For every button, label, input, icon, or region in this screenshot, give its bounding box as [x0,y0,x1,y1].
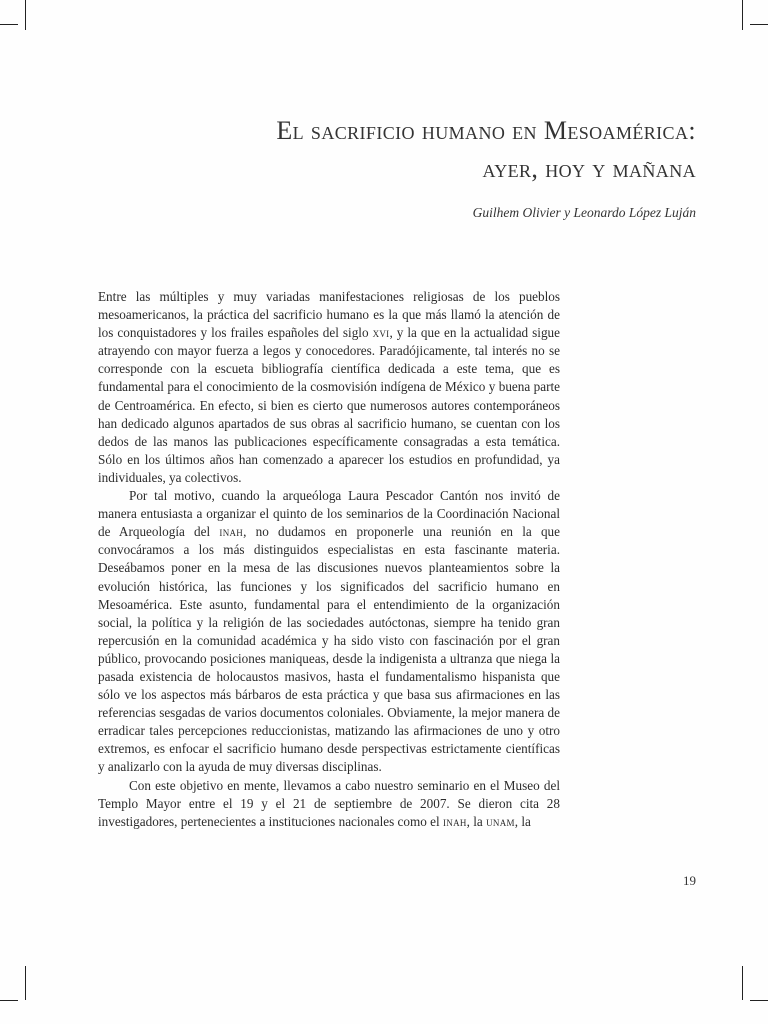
paragraph-1 [98,288,560,487]
paragraph-2 [98,487,560,777]
inah-abbrev: inah [442,813,467,829]
crop-mark-top-right [742,0,743,30]
unam-abbrev: unam [486,813,515,829]
paragraph-2-text-b: , no dudamos en proponerle una reunión en la que convocáramos a los más distinguidos especialistas en esta fascinante materia. Deseábamos poner en la mesa de las discusiones nuevos planteamientos sobre la evolución histórica, las funciones y los significados del sacrificio humano en Mesoamérica. Este asunto, fundamental para el entendimiento de la organización social, la política y la religión de las sociedades autóctonas, siempre ha tenido gran repercusión en la comunidad académica y ha sido visto con fascinación por el gran público, provocando posiciones maniqueas, desde la indigenista a ultranza que niega la pasada existencia de holocaustos masivos, hasta el fundamentalismo hispanista que sólo ve los aspectos más bárbaros de esta práctica y que basa sus afirmaciones en las referencias sesgadas de varios documentos coloniales. Obviamente, la mejor manera de erradicar tales percepciones reduccionistas, matizando las afirmaciones de uno y otro extremos, es enfocar el sacrificio humano desde perspectivas estrictamente científicas y analizarlo con la ayuda de muy diversas disciplinas. [98,524,560,775]
century-abbrev: xvi [372,325,390,341]
paragraph-3-text-a: Con este objetivo en mente, llevamos a cabo nuestro seminario en el Museo del Templo Mayor entre el 19 y el 21 de septiembre de 2007. Se dieron cita 28 investigadores, pertenecientes a instituciones nacionales como el [98,777,560,829]
paragraph-3 [98,777,560,831]
crop-mark-right-top [750,24,768,25]
crop-mark-bottom-right [742,966,743,1000]
inah-abbrev: inah [219,524,244,540]
crop-mark-left-top [0,24,18,25]
authors: Guilhem Olivier y Leonardo López Luján [472,205,696,220]
crop-mark-bottom-left [25,966,26,1000]
body-text [98,288,560,831]
paragraph-1-text-a: Entre las múltiples y muy variadas manifestaciones religiosas de los pueblos mesoamericanos, la práctica del sacrificio humano es la que más llamó la atención de los conquistadores y los frailes españoles del siglo [98,289,560,341]
chapter-title [136,118,696,182]
paragraph-1-text-b: , y la que en la actualidad sigue atrayendo con mayor fuerza a legos y conocedores. Paradójicamente, tal interés no se corresponde con la escueta bibliografía científica dedicada a este tema, que es fundamental para el conocimiento de la cosmovisión indígena de México y buena parte de Centroamérica. En efecto, si bien es cierto que numerosos autores contemporáneos han dedicado algunos apartados de sus obras al sacrificio humano, se cuentan con los dedos de las manos las publicaciones específicamente consagradas a esta temática. Sólo en los últimos años han comenzado a aparecer los estudios en profundidad, ya individuales, ya colectivos. [98,325,560,485]
paragraph-2-text-a: Por tal motivo, cuando la arqueóloga Laura Pescador Cantón nos invitó de manera entusiasta a organizar el quinto de los seminarios de la Coordinación Nacional de Arqueología del [98,488,560,540]
page-number: 19 [683,873,696,888]
crop-mark-right-bottom [750,1000,768,1001]
chapter-title-line-2: ayer, hoy y mañana [482,154,696,183]
paragraph-3-text-b: , la [466,813,487,829]
paragraph-3-text-c: , la [514,813,531,829]
crop-mark-top-left [25,0,26,30]
crop-mark-left-bottom [0,1000,18,1001]
chapter-title-line-1: El sacrificio humano en Mesoamérica: [276,116,696,145]
